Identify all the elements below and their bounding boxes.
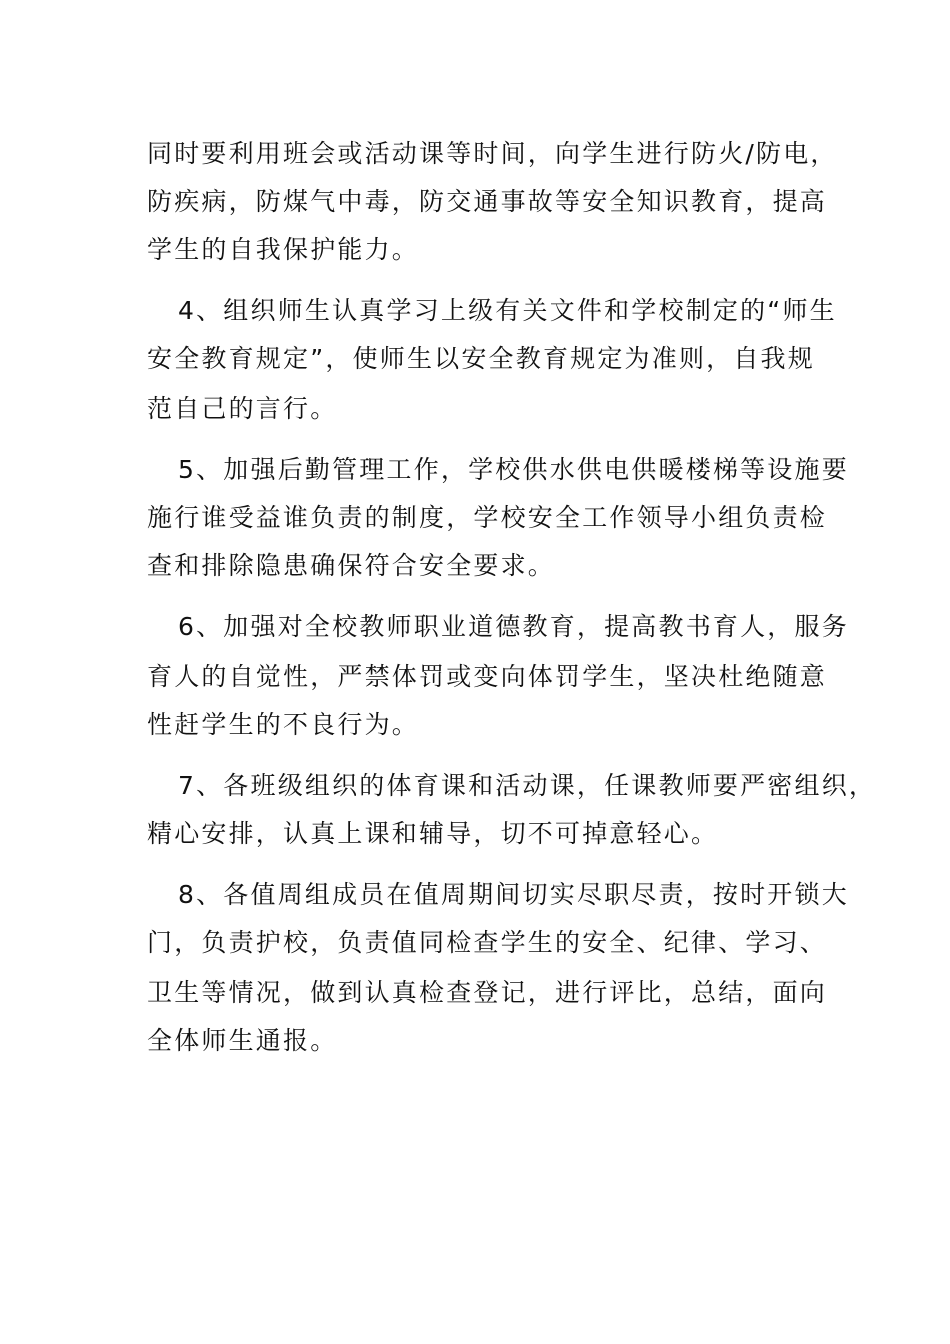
paragraph-5-line-1: 7、各班级组织的体育课和活动课，任课教师要严密组织， xyxy=(178,771,877,800)
paragraph-6-line-4: 全体师生通报。 xyxy=(147,1026,338,1055)
paragraph-2-line-3: 范自己的言行。 xyxy=(147,394,338,423)
paragraph-2-line-1: 4、组织师生认真学习上级有关文件和学校制定的“师生 xyxy=(178,296,837,325)
paragraph-4-line-3: 性赶学生的不良行为。 xyxy=(147,710,420,739)
paragraph-2-line-2: 安全教育规定”，使师生以安全教育规定为准则，自我规 xyxy=(147,344,815,373)
paragraph-4-line-1: 6、加强对全校教师职业道德教育，提高教书育人，服务 xyxy=(178,612,849,641)
paragraph-6-line-1: 8、各值周组成员在值周期间切实尽职尽责，按时开锁大 xyxy=(178,880,849,909)
paragraph-3-line-2: 施行谁受益谁负责的制度，学校安全工作领导小组负责检 xyxy=(147,503,828,532)
paragraph-1-line-1: 同时要利用班会或活动课等时间，向学生进行防火/防电， xyxy=(147,139,838,168)
paragraph-6-line-2: 门，负责护校，负责值同检查学生的安全、纪律、学习、 xyxy=(147,928,828,957)
paragraph-3-line-3: 查和排除隐患确保符合安全要求。 xyxy=(147,551,556,580)
paragraph-4-line-2: 育人的自觉性，严禁体罚或变向体罚学生，坚决杜绝随意 xyxy=(147,662,828,691)
paragraph-5-line-2: 精心安排，认真上课和辅导，切不可掉意轻心。 xyxy=(147,819,719,848)
paragraph-1-line-2: 防疾病，防煤气中毒，防交通事故等安全知识教育，提高 xyxy=(147,187,828,216)
paragraph-3-line-1: 5、加强后勤管理工作，学校供水供电供暖楼梯等设施要 xyxy=(178,455,849,484)
paragraph-6-line-3: 卫生等情况，做到认真检查登记，进行评比，总结，面向 xyxy=(147,978,828,1007)
paragraph-1-line-3: 学生的自我保护能力。 xyxy=(147,235,420,264)
